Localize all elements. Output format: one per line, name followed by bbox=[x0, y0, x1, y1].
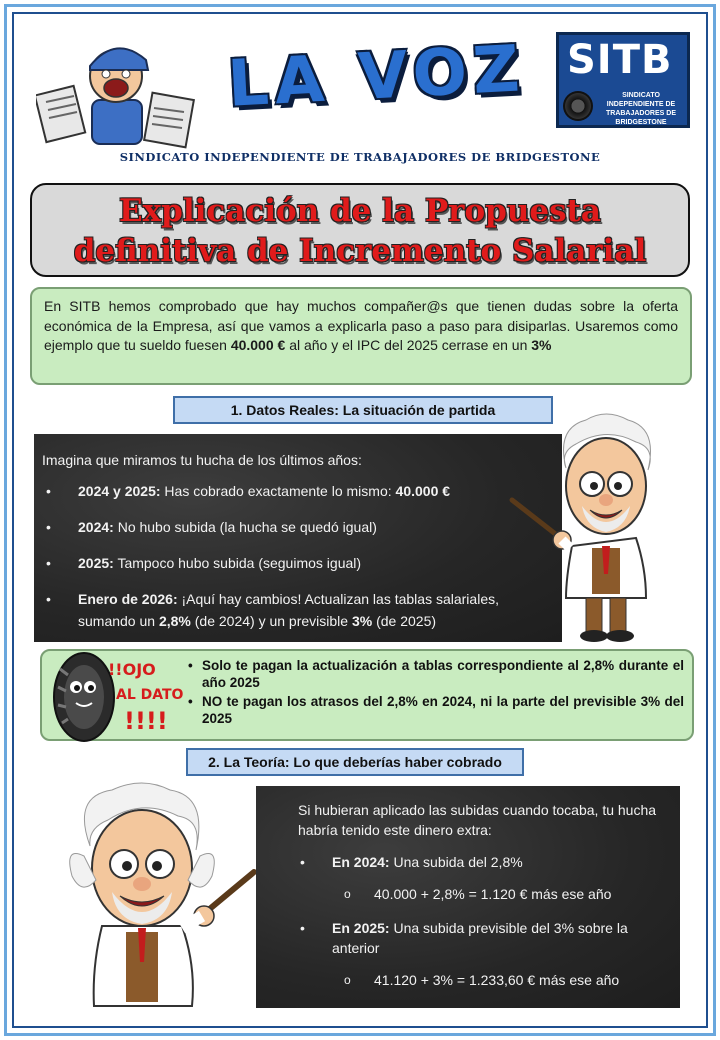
list-item bbox=[42, 480, 554, 502]
item-text: Tampoco hubo subida (seguimos igual) bbox=[113, 555, 362, 571]
item-pct-2025: 3% bbox=[351, 613, 373, 629]
intro-text-a: En SITB hemos comprobado que hay muchos compañer@s que tienen dudas sobre la oferta económica de la Empresa, así que vamos a explicarla paso a paso para disiparlas. Usaremos como ejemplo que tu sueldo fuesen bbox=[44, 298, 678, 353]
section-1-list bbox=[42, 480, 554, 632]
logo-subtitle: SINDICATO INDEPENDIENTE DE TRABAJADORES DE BRIDGESTONE bbox=[605, 92, 676, 126]
professor-illustration-right bbox=[506, 398, 692, 648]
logo-text: SITB bbox=[567, 37, 673, 83]
tire-warning-icon bbox=[46, 647, 186, 745]
intro-text-b: al año y el IPC del 2025 cerrase en un bbox=[285, 337, 532, 353]
intro-paragraph bbox=[30, 287, 692, 385]
tire-icon bbox=[563, 91, 593, 121]
list-item bbox=[268, 918, 668, 958]
intro-ipc: 3% bbox=[531, 337, 552, 353]
calculation-item: o 40.000 + 2,8% = 1.120 € más ese año bbox=[268, 884, 668, 904]
calculation-item: o 41.120 + 3% = 1.233,60 € más ese año bbox=[268, 970, 668, 990]
alert-box bbox=[40, 649, 694, 741]
item-text: Una subida del 2,8% bbox=[389, 854, 523, 870]
intro-salary: 40.000 € bbox=[230, 337, 286, 353]
item-text: ¡Aquí hay cambios! Actualizan las tablas salariales, sumando un bbox=[78, 591, 499, 629]
item-label: 2024 y 2025: bbox=[78, 483, 161, 499]
section-1-lead: Imagina que miramos tu hucha de los últimos años: bbox=[42, 452, 362, 468]
professor-illustration-left bbox=[32, 776, 262, 1020]
sitb-logo bbox=[556, 32, 690, 128]
item-label: En 2025: bbox=[332, 920, 390, 936]
alert-item: • Solo te pagan la actualización a tablas correspondiente al 2,8% durante el año 2025 bbox=[188, 657, 684, 691]
alert-list bbox=[188, 657, 684, 729]
headline-line-1: Explicación de la Propuesta bbox=[119, 193, 601, 229]
item-text: Has cobrado exactamente lo mismo: bbox=[160, 483, 396, 499]
item-text: No hubo subida (la hucha se quedó igual) bbox=[113, 519, 377, 535]
item-pct-2024: 2,8% bbox=[158, 613, 191, 629]
section-2-chalkboard bbox=[256, 786, 680, 1008]
item-label: 2025: bbox=[78, 555, 114, 571]
list-item bbox=[42, 588, 554, 632]
badge-line-3: !!!! bbox=[124, 707, 168, 735]
item-amount: 40.000 € bbox=[395, 483, 451, 499]
list-item bbox=[42, 552, 554, 574]
item-label: Enero de 2026: bbox=[78, 591, 178, 607]
badge-line-1: !!OJO bbox=[108, 660, 156, 679]
item-label: En 2024: bbox=[332, 854, 390, 870]
section-2-lead: Si hubieran aplicado las subidas cuando tocaba, tu hucha habría tenido este dinero extra: bbox=[298, 802, 657, 838]
list-item bbox=[42, 516, 554, 538]
newsboy-mascot-illustration bbox=[36, 30, 196, 150]
headline-line-2: definitiva de Incremento Salarial bbox=[73, 233, 647, 269]
item-text: (de 2024) y un previsible bbox=[190, 613, 352, 629]
section-1-chalkboard bbox=[34, 434, 562, 642]
union-name: SINDICATO INDEPENDIENTE DE TRABAJADORES DE BRIDGESTONE bbox=[119, 150, 601, 164]
badge-line-2: AL DATO bbox=[116, 687, 184, 703]
item-text: (de 2025) bbox=[372, 613, 437, 629]
item-label: 2024: bbox=[78, 519, 114, 535]
newsletter-title: LA VOZ bbox=[225, 32, 528, 122]
headline-box bbox=[30, 183, 690, 277]
item-text: Una subida previsible del 3% sobre la anterior bbox=[332, 920, 628, 956]
alert-item: • NO te pagan los atrasos del 2,8% en 2024, ni la parte del previsible 3% del 2025 bbox=[188, 693, 684, 727]
section-2-title: 2. La Teoría: Lo que deberías haber cobrado bbox=[186, 748, 524, 776]
section-1-title: 1. Datos Reales: La situación de partida bbox=[173, 396, 553, 424]
list-item bbox=[268, 852, 668, 872]
